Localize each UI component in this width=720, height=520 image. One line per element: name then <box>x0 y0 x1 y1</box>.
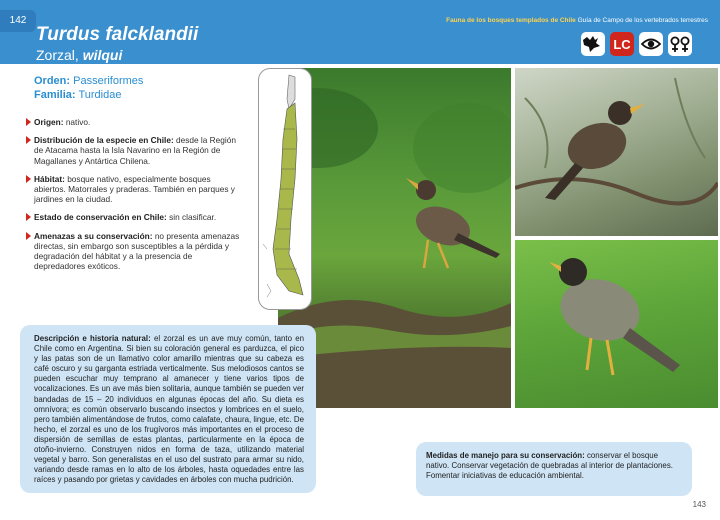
description-label: Descripción e historia natural: <box>34 334 151 343</box>
bird-photo-bottom-right <box>515 240 718 408</box>
hand-bird-icon <box>581 32 605 56</box>
fact-text: nativo. <box>63 117 91 127</box>
common-name <box>36 47 122 63</box>
common-name-prefix: Zorzal, <box>36 47 83 63</box>
order-value: Passeriformes <box>73 75 144 87</box>
management-text: conservar el bosque nativo. Conservar vegetación de quebradas al interior de plantaciones. Fomentar iniciativas de educación ambiental. <box>426 451 673 481</box>
family-line <box>34 88 143 102</box>
fact-habitat <box>26 174 244 205</box>
page-number-left: 142 <box>0 10 36 32</box>
fact-text: desde la Región de Atacama hasta la Isla Navarino en la Región de Magallanes y Antártica Chilena. <box>34 135 236 166</box>
management-label: Medidas de manejo para su conservación: <box>426 451 585 460</box>
fact-conservation-status <box>26 212 244 222</box>
management-box <box>416 442 692 496</box>
order-line <box>34 74 143 88</box>
status-badges <box>581 32 692 56</box>
taxonomy <box>34 74 143 102</box>
fact-text: sin clasificar. <box>166 212 217 223</box>
eye-icon <box>639 32 663 56</box>
guide-title <box>446 17 708 24</box>
arrow-icon <box>26 136 31 144</box>
fact-label: Origen: <box>34 117 64 127</box>
family-label: Familia: <box>34 89 76 101</box>
guide-title-rest: Guía de Campo de los vertebrados terrestres <box>575 17 708 24</box>
description-box <box>20 325 316 493</box>
fact-threats <box>26 231 244 272</box>
arrow-icon <box>26 118 31 126</box>
fact-origin <box>26 117 244 127</box>
guide-title-bold: Fauna de los bosques templados de Chile <box>446 17 576 24</box>
fact-text: bosque nativo, especialmente bosques abiertos. Matorrales y praderas. También en parques y jardines en la ciudad. <box>34 173 235 205</box>
fact-label: Distribución de la especie en Chile: <box>34 135 174 146</box>
fact-label: Amenazas a su conservación: <box>34 230 153 241</box>
page-number-right: 143 <box>692 500 706 509</box>
arrow-icon <box>26 175 31 183</box>
conservation-status-badge: LC <box>610 32 634 56</box>
fact-distribution <box>26 135 244 166</box>
species-name: Turdus falcklandii <box>36 24 199 45</box>
bird-photo-top-right <box>515 68 718 236</box>
order-label: Orden: <box>34 75 71 87</box>
arrow-icon <box>26 232 31 240</box>
fact-label: Hábitat: <box>34 173 65 184</box>
fact-text: no presenta amenazas directas, sin embargo son susceptibles a la pérdida y degradación del hábitat y a la presencia de depredadores exóticos. <box>34 230 240 272</box>
fact-label: Estado de conservación en Chile: <box>34 212 167 223</box>
description-text: el zorzal es un ave muy común, tanto en Chile como en Argentina. Si bien su coloración general es parduzca, el pico y las patas son de un llamativo color amarillo mientras que su cabeza es café oscuro y su garganta estriada verticalmente. Sus melodiosos cantos se pueden escuchar muy temprano al amanecer y tiene varios tipos de vocalizaciones. Es un ave más bien solitaria, aunque también se pueden ver bandadas de 15 – 20 individuos en algunas épocas del año. Su dieta es omnívora; es común observarlo buscando insectos y lombrices en el suelo, pero también alimentándose de frutos, como calafate, chaura, lingue, etc. De hecho, el zorzal es uno de los frugívoros más importantes en el proceso de dispersión de semillas de estas plantas, particularmente en la época de otoño-invierno. Construyen nidos en forma de taza, utilizando material vegetal y barro. Son generalistas en el uso del sustrato para armar su nido, variando desde ramas en lo alto de los árboles, hasta oquedades entre las raíces y pasando por grietas y cavidades en árboles con mucha pudrición. <box>34 334 304 485</box>
common-name-local: wilqui <box>82 47 123 63</box>
distribution-map <box>258 68 312 310</box>
family-value: Turdidae <box>78 89 122 101</box>
facts-list <box>26 117 244 279</box>
male-female-icon <box>668 32 692 56</box>
arrow-icon <box>26 213 31 221</box>
